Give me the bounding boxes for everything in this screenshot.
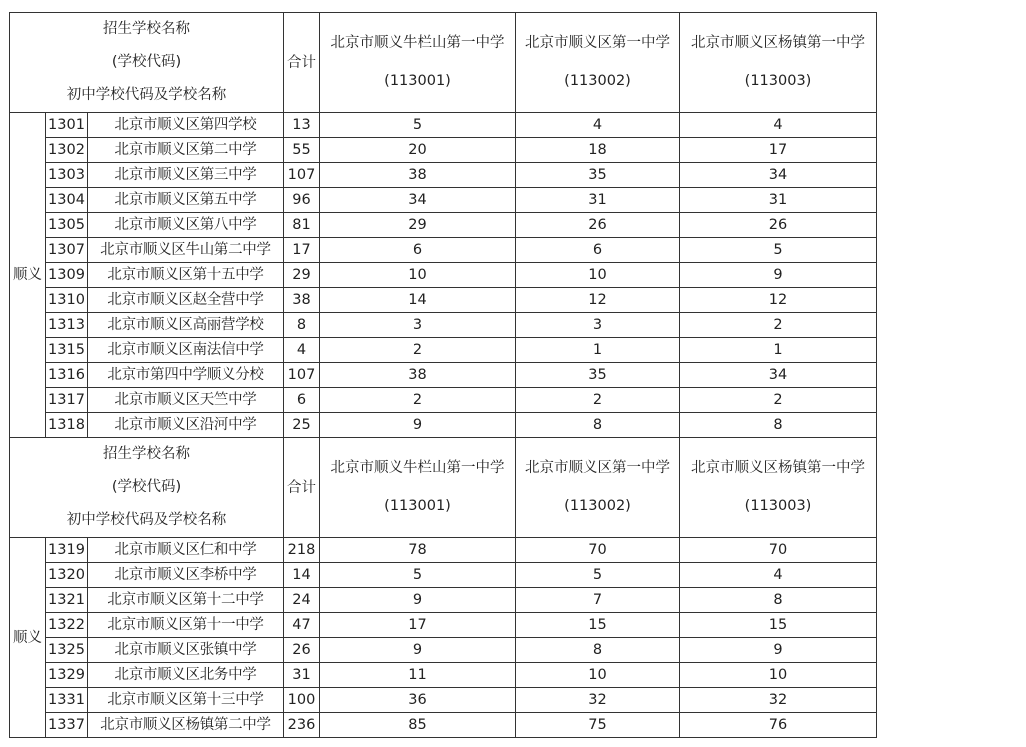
school-name: 北京市顺义区北务中学 [88,663,284,688]
table-row [10,713,877,738]
total: 8 [284,313,320,338]
header-row [10,13,877,113]
school-name: 北京市顺义区第十五中学 [88,263,284,288]
header-school-name: 北京市顺义区第一中学 [525,459,670,476]
total: 29 [284,263,320,288]
total: 6 [284,388,320,413]
quota-113001: 5 [320,113,516,138]
school-name: 北京市顺义区第二中学 [88,138,284,163]
school-code: 1304 [46,188,88,213]
school-code: 1307 [46,238,88,263]
school-code: 1325 [46,638,88,663]
region-cell: 顺义 [10,113,46,438]
table-row [10,163,877,188]
quota-113002: 12 [516,288,680,313]
total: 236 [284,713,320,738]
quota-113001: 3 [320,313,516,338]
school-name: 北京市顺义区第十一中学 [88,613,284,638]
header-school-1 [320,438,516,538]
header-line-school-code: (学校代码) [111,479,182,495]
total: 96 [284,188,320,213]
total: 107 [284,363,320,388]
total: 218 [284,538,320,563]
header-school-name: 北京市顺义牛栏山第一中学 [330,459,505,476]
school-name: 北京市顺义区高丽营学校 [88,313,284,338]
quota-113003: 31 [680,188,877,213]
table-row [10,338,877,363]
table-row [10,188,877,213]
school-name: 北京市顺义区张镇中学 [88,638,284,663]
school-name: 北京市顺义区第四学校 [88,113,284,138]
header-school-3 [680,13,877,113]
quota-113003: 70 [680,538,877,563]
quota-113001: 9 [320,413,516,438]
table-row [10,313,877,338]
table-row [10,638,877,663]
quota-113002: 26 [516,213,680,238]
table-row [10,213,877,238]
total: 81 [284,213,320,238]
quota-113001: 10 [320,263,516,288]
total: 13 [284,113,320,138]
school-name: 北京市顺义区第三中学 [88,163,284,188]
total: 17 [284,238,320,263]
total: 107 [284,163,320,188]
school-code: 1315 [46,338,88,363]
school-name: 北京市顺义区南法信中学 [88,338,284,363]
quota-113002: 32 [516,688,680,713]
header-school-code: (113001) [384,72,451,89]
quota-113001: 6 [320,238,516,263]
quota-113002: 18 [516,138,680,163]
school-name: 北京市顺义区牛山第二中学 [88,238,284,263]
table-row [10,588,877,613]
header-label-cell [10,13,284,113]
quota-113001: 9 [320,638,516,663]
header-label-cell [10,438,284,538]
quota-113003: 4 [680,563,877,588]
quota-113001: 20 [320,138,516,163]
quota-113002: 8 [516,413,680,438]
school-name: 北京市顺义区杨镇第二中学 [88,713,284,738]
quota-113001: 29 [320,213,516,238]
school-name: 北京市顺义区天竺中学 [88,388,284,413]
quota-113001: 2 [320,338,516,363]
table-row [10,263,877,288]
header-school-code: (113001) [384,497,451,514]
quota-113003: 12 [680,288,877,313]
school-code: 1329 [46,663,88,688]
school-code: 1301 [46,113,88,138]
school-name: 北京市顺义区赵全营中学 [88,288,284,313]
quota-113003: 5 [680,238,877,263]
quota-113002: 2 [516,388,680,413]
quota-113002: 4 [516,113,680,138]
quota-113003: 9 [680,638,877,663]
total: 24 [284,588,320,613]
table-row [10,288,877,313]
quota-113001: 5 [320,563,516,588]
table-row [10,413,877,438]
school-name: 北京市顺义区第八中学 [88,213,284,238]
header-school-3 [680,438,877,538]
table-row [10,388,877,413]
total: 100 [284,688,320,713]
header-school-name: 北京市顺义区第一中学 [525,34,670,51]
total: 14 [284,563,320,588]
header-line-middle-school: 初中学校代码及学校名称 [66,512,227,528]
header-school-code: (113002) [564,497,631,514]
quota-113001: 9 [320,588,516,613]
quota-113002: 1 [516,338,680,363]
quota-113001: 17 [320,613,516,638]
header-school-code: (113002) [564,72,631,89]
school-name: 北京市顺义区李桥中学 [88,563,284,588]
quota-113001: 2 [320,388,516,413]
quota-113003: 34 [680,363,877,388]
school-code: 1303 [46,163,88,188]
school-code: 1317 [46,388,88,413]
quota-113003: 9 [680,263,877,288]
quota-113002: 3 [516,313,680,338]
school-code: 1310 [46,288,88,313]
quota-113002: 8 [516,638,680,663]
school-name: 北京市顺义区沿河中学 [88,413,284,438]
quota-113002: 10 [516,263,680,288]
quota-113003: 1 [680,338,877,363]
table-row [10,138,877,163]
quota-113001: 34 [320,188,516,213]
quota-113001: 36 [320,688,516,713]
header-school-code: (113003) [744,497,812,514]
table-row [10,113,877,138]
header-school-name: 北京市顺义区杨镇第一中学 [691,459,865,476]
school-name: 北京市顺义区第十二中学 [88,588,284,613]
school-name: 北京市第四中学顺义分校 [88,363,284,388]
quota-113003: 15 [680,613,877,638]
school-name: 北京市顺义区第十三中学 [88,688,284,713]
quota-113001: 14 [320,288,516,313]
header-total: 合计 [284,13,320,113]
quota-113002: 70 [516,538,680,563]
quota-113003: 17 [680,138,877,163]
school-code: 1322 [46,613,88,638]
header-school-code: (113003) [744,72,812,89]
quota-113003: 2 [680,313,877,338]
region-cell: 顺义 [10,538,46,738]
quota-113001: 85 [320,713,516,738]
quota-113003: 8 [680,413,877,438]
school-code: 1321 [46,588,88,613]
school-code: 1320 [46,563,88,588]
quota-113003: 32 [680,688,877,713]
header-row [10,438,877,538]
quota-113002: 7 [516,588,680,613]
table-row [10,363,877,388]
school-code: 1319 [46,538,88,563]
quota-113003: 26 [680,213,877,238]
quota-113002: 35 [516,163,680,188]
total: 4 [284,338,320,363]
header-school-2 [516,438,680,538]
school-code: 1302 [46,138,88,163]
table-row [10,663,877,688]
quota-113003: 76 [680,713,877,738]
quota-113002: 15 [516,613,680,638]
header-line-school-code: (学校代码) [111,54,182,70]
header-total: 合计 [284,438,320,538]
header-school-1 [320,13,516,113]
header-line-enrolling-school: 招生学校名称 [103,21,190,37]
header-line-enrolling-school: 招生学校名称 [103,446,190,462]
table-row [10,563,877,588]
table-row [10,613,877,638]
quota-113001: 11 [320,663,516,688]
total: 26 [284,638,320,663]
quota-113003: 8 [680,588,877,613]
header-school-name: 北京市顺义牛栏山第一中学 [330,34,505,51]
quota-113002: 6 [516,238,680,263]
school-code: 1316 [46,363,88,388]
header-line-middle-school: 初中学校代码及学校名称 [66,87,227,103]
school-name: 北京市顺义区第五中学 [88,188,284,213]
school-code: 1305 [46,213,88,238]
quota-113002: 75 [516,713,680,738]
quota-113003: 34 [680,163,877,188]
school-code: 1309 [46,263,88,288]
total: 31 [284,663,320,688]
total: 47 [284,613,320,638]
quota-113002: 10 [516,663,680,688]
quota-113001: 38 [320,363,516,388]
quota-113003: 10 [680,663,877,688]
school-code: 1331 [46,688,88,713]
table-row [10,238,877,263]
quota-113003: 2 [680,388,877,413]
quota-113003: 4 [680,113,877,138]
school-name: 北京市顺义区仁和中学 [88,538,284,563]
header-school-name: 北京市顺义区杨镇第一中学 [691,34,865,51]
total: 38 [284,288,320,313]
school-code: 1313 [46,313,88,338]
quota-113001: 38 [320,163,516,188]
quota-113002: 5 [516,563,680,588]
table-row [10,538,877,563]
school-code: 1337 [46,713,88,738]
total: 25 [284,413,320,438]
table-row [10,688,877,713]
school-code: 1318 [46,413,88,438]
total: 55 [284,138,320,163]
quota-113001: 78 [320,538,516,563]
admission-quota-table [9,12,877,738]
header-school-2 [516,13,680,113]
quota-113002: 35 [516,363,680,388]
quota-113002: 31 [516,188,680,213]
